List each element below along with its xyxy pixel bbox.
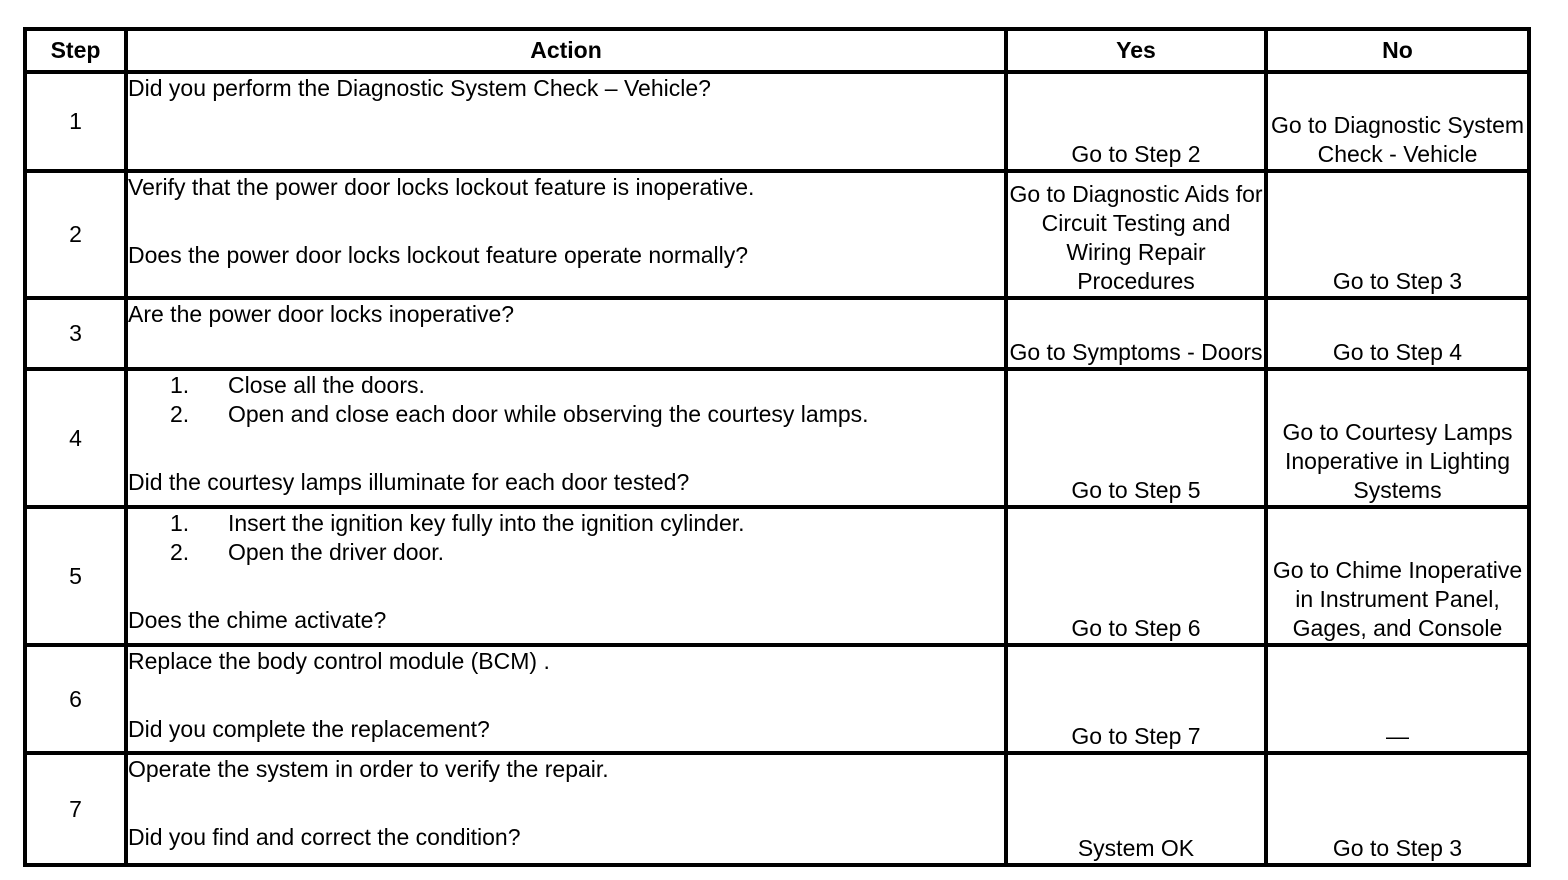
table-row [25,645,1529,753]
step-number: 4 [25,369,126,507]
no-cell: Go to Step 3 [1266,753,1529,865]
table-row [25,369,1529,507]
substep-list [128,509,1004,567]
action-cell [126,369,1006,507]
action-question: Did the courtesy lamps illuminate for each door tested? [128,469,690,495]
substep-text: Insert the ignition key fully into the ignition cylinder. [228,510,745,536]
table-row [25,171,1529,298]
action-cell [126,753,1006,865]
action-cell [126,298,1006,369]
diagnostic-table [23,27,1531,867]
action-question: Did you find and correct the condition? [128,824,521,850]
action-text: Did you perform the Diagnostic System Check – Vehicle? [128,75,711,101]
list-item [170,371,1004,400]
step-number: 7 [25,753,126,865]
substep-text: Open the driver door. [228,539,445,565]
table-row [25,72,1529,171]
action-question: Does the chime activate? [128,607,387,633]
list-item [170,509,1004,538]
list-item [170,538,1004,567]
table-row [25,507,1529,645]
action-cell [126,507,1006,645]
no-cell: Go to Step 3 [1266,171,1529,298]
header-action: Action [126,29,1006,72]
action-cell [126,171,1006,298]
action-question: Does the power door locks lockout feature operate normally? [128,242,749,268]
header-row [25,29,1529,72]
yes-cell: System OK [1006,753,1266,865]
substep-text: Close all the doors. [228,372,425,398]
step-number: 6 [25,645,126,753]
list-item [170,400,1004,429]
action-question: Did you complete the replacement? [128,716,490,742]
table-row [25,298,1529,369]
substep-number: 1. [170,372,190,398]
header-step: Step [25,29,126,72]
no-cell: Go to Diagnostic System Check - Vehicle [1266,72,1529,171]
action-text: Replace the body control module (BCM) . [128,648,550,674]
yes-cell: Go to Step 2 [1006,72,1266,171]
yes-cell: Go to Symptoms - Doors [1006,298,1266,369]
no-cell: Go to Courtesy Lamps Inoperative in Lighting Systems [1266,369,1529,507]
substep-list [128,371,1004,429]
step-number: 1 [25,72,126,171]
yes-cell: Go to Diagnostic Aids for Circuit Testing and Wiring Repair Procedures [1006,171,1266,298]
step-number: 5 [25,507,126,645]
no-cell: Go to Step 4 [1266,298,1529,369]
substep-number: 1. [170,510,190,536]
header-yes: Yes [1006,29,1266,72]
yes-cell: Go to Step 5 [1006,369,1266,507]
yes-cell: Go to Step 7 [1006,645,1266,753]
no-cell: Go to Chime Inoperative in Instrument Panel, Gages, and Console [1266,507,1529,645]
no-cell: — [1266,645,1529,753]
header-no: No [1266,29,1529,72]
yes-cell: Go to Step 6 [1006,507,1266,645]
action-cell [126,72,1006,171]
action-cell [126,645,1006,753]
substep-number: 2. [170,539,190,565]
substep-text: Open and close each door while observing the courtesy lamps. [228,401,869,427]
action-text: Verify that the power door locks lockout feature is inoperative. [128,174,755,200]
step-number: 2 [25,171,126,298]
step-number: 3 [25,298,126,369]
action-text: Operate the system in order to verify the repair. [128,756,609,782]
substep-number: 2. [170,401,190,427]
table-row [25,753,1529,865]
action-text: Are the power door locks inoperative? [128,301,515,327]
